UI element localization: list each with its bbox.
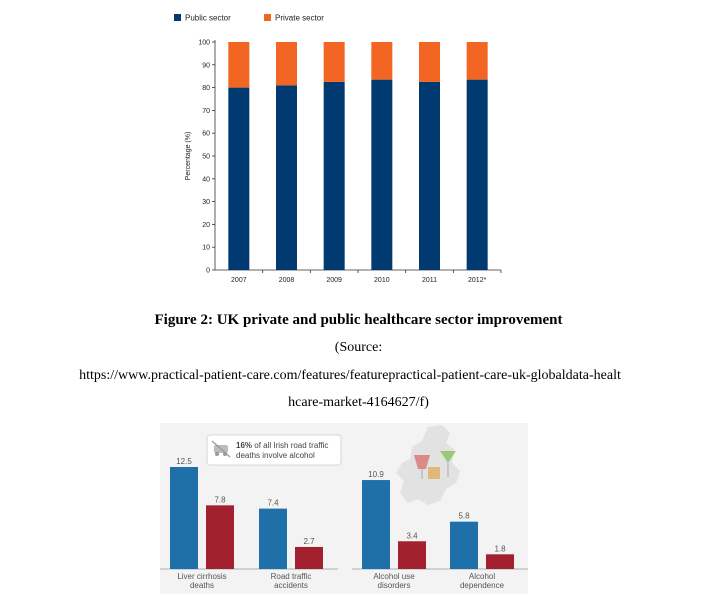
- annotation-box: [207, 435, 341, 465]
- bar-blue-right-1: [450, 522, 478, 569]
- annotation-strong: 16%: [236, 441, 253, 450]
- category-label-line-1: Alcohol use: [373, 572, 415, 581]
- source-line-3: hcare-market-4164627/f): [288, 395, 429, 410]
- y-tick-label: 70: [202, 107, 210, 115]
- y-tick-label: 80: [202, 85, 210, 93]
- bar-public-2007: [228, 88, 249, 270]
- x-tick-label: 2010: [374, 277, 390, 284]
- y-tick-label: 0: [206, 267, 210, 275]
- legend-label: Private sector: [275, 13, 324, 23]
- value-label-red: 7.8: [214, 495, 226, 505]
- y-tick-label: 40: [202, 176, 210, 184]
- annotation-line-1: [236, 441, 328, 450]
- bar-private-2012: [467, 42, 488, 80]
- y-tick-label: 90: [202, 62, 210, 70]
- ireland-map-icon: [396, 425, 460, 505]
- y-axis-label: Percentage (%): [185, 131, 192, 181]
- y-tick-label: 100: [198, 39, 210, 47]
- bar-blue-right-0: [362, 480, 390, 569]
- legend-swatch: [174, 14, 181, 21]
- value-label-red: 1.8: [494, 544, 506, 554]
- bar-private-2011: [419, 42, 440, 82]
- legend-swatch: [264, 14, 271, 21]
- bar-blue-left-0: [170, 467, 198, 569]
- value-label-blue: 5.8: [458, 511, 470, 521]
- bar-private-2007: [228, 42, 249, 88]
- x-tick-label: 2012*: [468, 277, 487, 284]
- category-label-line-2: deaths: [189, 581, 215, 590]
- bar-private-2009: [324, 42, 345, 82]
- bar-private-2010: [371, 42, 392, 80]
- bar-private-2008: [276, 42, 297, 85]
- bar-public-2008: [276, 85, 297, 270]
- bar-blue-left-1: [259, 509, 287, 569]
- x-tick-label: 2009: [326, 277, 342, 284]
- y-tick-label: 10: [202, 244, 210, 252]
- annotation-line-2: deaths involve alcohol: [236, 451, 315, 460]
- glass-amber: [428, 467, 440, 479]
- y-tick-label: 60: [202, 130, 210, 138]
- source-line-1: (Source:: [334, 340, 383, 355]
- source-line-2: https://www.practical-patient-care.com/features/featurepractical-patient-care-uk-globaldata-healt: [79, 368, 621, 383]
- figure-caption: Figure 2: UK private and public healthcare sector improvement: [154, 312, 563, 328]
- value-label-blue: 12.5: [176, 457, 192, 466]
- value-label-red: 2.7: [303, 536, 315, 546]
- alcohol-harm-chart: [160, 423, 528, 594]
- bar-public-2011: [419, 82, 440, 270]
- category-label-line-2: dependence: [459, 581, 505, 590]
- category-label-line-2: accidents: [274, 581, 308, 590]
- bar-public-2012: [467, 80, 488, 270]
- value-label-red: 3.4: [406, 531, 418, 541]
- legend-item-private: [264, 14, 324, 23]
- bar-red-left-1: [295, 547, 323, 569]
- x-tick-label: 2011: [421, 277, 438, 284]
- legend-label: Public sector: [185, 13, 231, 23]
- category-label-line-1: Alcohol: [468, 572, 496, 581]
- annotation-rest: of all Irish road traffic: [252, 441, 329, 450]
- bar-red-left-0: [206, 505, 234, 569]
- value-label-blue: 7.4: [267, 498, 279, 508]
- x-tick-label: 2007: [231, 277, 247, 284]
- car-wheel: [215, 452, 219, 456]
- alcohol-bar-chart-svg: [160, 423, 528, 594]
- category-label-line-1: Road traffic: [270, 572, 312, 581]
- healthcare-sector-chart: [166, 6, 511, 291]
- category-label-line-1: Liver cirrhosis: [177, 572, 227, 581]
- legend-item-public: [174, 14, 231, 23]
- y-tick-label: 30: [202, 199, 210, 207]
- stacked-bar-chart-svg: [166, 6, 511, 291]
- bar-public-2009: [324, 82, 345, 270]
- value-label-blue: 10.9: [368, 470, 384, 480]
- category-label-line-2: disorders: [377, 581, 411, 590]
- bar-public-2010: [371, 80, 392, 270]
- bar-red-right-1: [486, 554, 514, 569]
- y-tick-label: 50: [202, 153, 210, 161]
- y-tick-label: 20: [202, 221, 210, 229]
- x-tick-label: 2008: [278, 277, 295, 284]
- bar-red-right-0: [398, 541, 426, 569]
